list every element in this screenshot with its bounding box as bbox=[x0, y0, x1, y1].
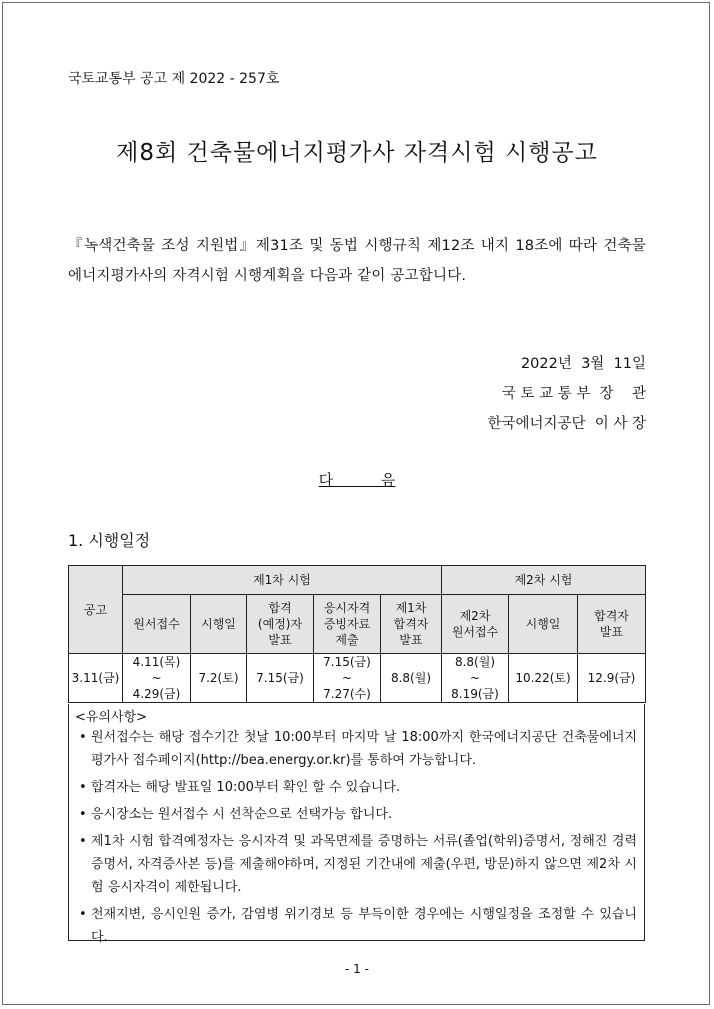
note-text: 제1차 시험 합격예정자는 응시자격 및 과목면제를 증명하는 서류(졸업(학위)증명서, 정해진 경력증명서, 자격증사본 등)를 제출해야하며, 지정된 기간내에 제출(우편, 방문)하지 않으면 제2차 시험 응시자격이 제한됩니다. bbox=[91, 834, 637, 895]
header-exam2-text: 시행일 bbox=[525, 617, 561, 631]
intro-paragraph: 『녹색건축물 조성 지원법』제31조 및 동법 시행규칙 제12조 내지 18조에 따라 건축물 에너지평가사의 자격시험 시행계획을 다음과 같이 공고합니다. bbox=[68, 238, 646, 284]
announcement-date: 2022년 3월 11일 bbox=[520, 356, 646, 372]
apply2-start: 8.8(월) bbox=[454, 655, 496, 669]
list-item bbox=[79, 776, 637, 799]
header-result1-text: 합격 (예정)자 발표 bbox=[257, 601, 303, 647]
cell-exam2-date: 10.22(토) bbox=[509, 654, 578, 703]
table-subheader-row bbox=[69, 595, 646, 654]
header-docs-text: 응시자격 증빙자료 제출 bbox=[323, 601, 371, 647]
cell-apply2-range bbox=[442, 654, 509, 703]
header-pass1-text: 제1차 합격자 발표 bbox=[393, 601, 429, 647]
header-notice: 공고 bbox=[69, 566, 123, 654]
note-text: 응시장소는 원서접수 시 선착순으로 선택가능 합니다. bbox=[91, 807, 393, 822]
bullet-icon: • bbox=[79, 730, 87, 745]
docs-start: 7.15(금) bbox=[323, 655, 371, 669]
apply1-start: 4.11(목) bbox=[132, 655, 181, 669]
cell-apply1-range bbox=[123, 654, 191, 703]
header-docs bbox=[314, 595, 381, 654]
page-number: - 1 - bbox=[345, 962, 369, 976]
signature-block bbox=[487, 349, 646, 439]
header-apply1-text: 원서접수 bbox=[133, 617, 180, 631]
bullet-icon: • bbox=[79, 807, 87, 822]
docs-end: 7.27(수) bbox=[323, 687, 371, 701]
notes-title: <유의사항> bbox=[75, 710, 148, 725]
docs-sep: ~ bbox=[341, 671, 353, 685]
table-row bbox=[69, 654, 646, 703]
cell-docs-range bbox=[314, 654, 381, 703]
header-apply2 bbox=[442, 595, 509, 654]
header-apply1 bbox=[123, 595, 191, 654]
apply2-sep: ~ bbox=[469, 671, 481, 685]
cell-result2-date: 12.9(금) bbox=[578, 654, 646, 703]
schedule-table bbox=[68, 565, 646, 703]
table-header-row bbox=[69, 566, 646, 595]
notes-list bbox=[79, 726, 637, 953]
header-first-exam: 제1차 시험 bbox=[123, 566, 442, 595]
page-title: 제8회 건축물에너지평가사 자격시험 시행공고 bbox=[116, 140, 598, 166]
apply1-sep: ~ bbox=[151, 671, 162, 685]
following-heading bbox=[0, 469, 714, 490]
header-result2-text: 합격자 발표 bbox=[594, 609, 629, 639]
signer-ministry: 국 토 교 통 부 장 관 bbox=[501, 386, 646, 402]
bullet-icon: • bbox=[79, 780, 87, 795]
notice-number: 국토교통부 공고 제 2022 - 257호 bbox=[68, 71, 280, 87]
cell-result1-date: 7.15(금) bbox=[247, 654, 314, 703]
cell-exam1-date: 7.2(토) bbox=[191, 654, 247, 703]
header-result1 bbox=[247, 595, 314, 654]
signer-agency: 한국에너지공단 이 사 장 bbox=[487, 416, 646, 432]
bullet-icon: • bbox=[79, 907, 87, 922]
header-result2 bbox=[578, 595, 646, 654]
following-label: 다 음 bbox=[318, 471, 396, 489]
note-text: 원서접수는 해당 접수기간 첫날 10:00부터 마지막 날 18:00까지 한국에너지공단 건축물에너지평가사 접수페이지(http://bea.energy.or.kr)를 통하여 가능합니다. bbox=[91, 730, 637, 768]
header-apply2-text: 제2차 원서접수 bbox=[451, 609, 499, 639]
section-heading-schedule: 1. 시행일정 bbox=[68, 531, 151, 550]
header-exam1-text: 시행일 bbox=[201, 617, 236, 631]
header-exam2 bbox=[509, 595, 578, 654]
note-text: 천재지변, 응시인원 증가, 감염병 위기경보 등 부득이한 경우에는 시행일정을 조정할 수 있습니다. bbox=[91, 907, 637, 945]
cell-pass1-date: 8.8(월) bbox=[381, 654, 442, 703]
list-item bbox=[79, 830, 637, 899]
cell-notice-date: 3.11(금) bbox=[69, 654, 123, 703]
header-exam1 bbox=[191, 595, 247, 654]
notes-box bbox=[68, 704, 645, 945]
list-item bbox=[79, 803, 637, 826]
list-item bbox=[79, 903, 637, 949]
header-pass1 bbox=[381, 595, 442, 654]
apply1-end: 4.29(금) bbox=[132, 687, 181, 701]
apply2-end: 8.19(금) bbox=[451, 687, 499, 701]
list-item bbox=[79, 726, 637, 772]
header-second-exam: 제2차 시험 bbox=[442, 566, 646, 595]
note-text: 합격자는 해당 발표일 10:00부터 확인 할 수 있습니다. bbox=[91, 780, 401, 795]
bullet-icon: • bbox=[79, 834, 87, 849]
